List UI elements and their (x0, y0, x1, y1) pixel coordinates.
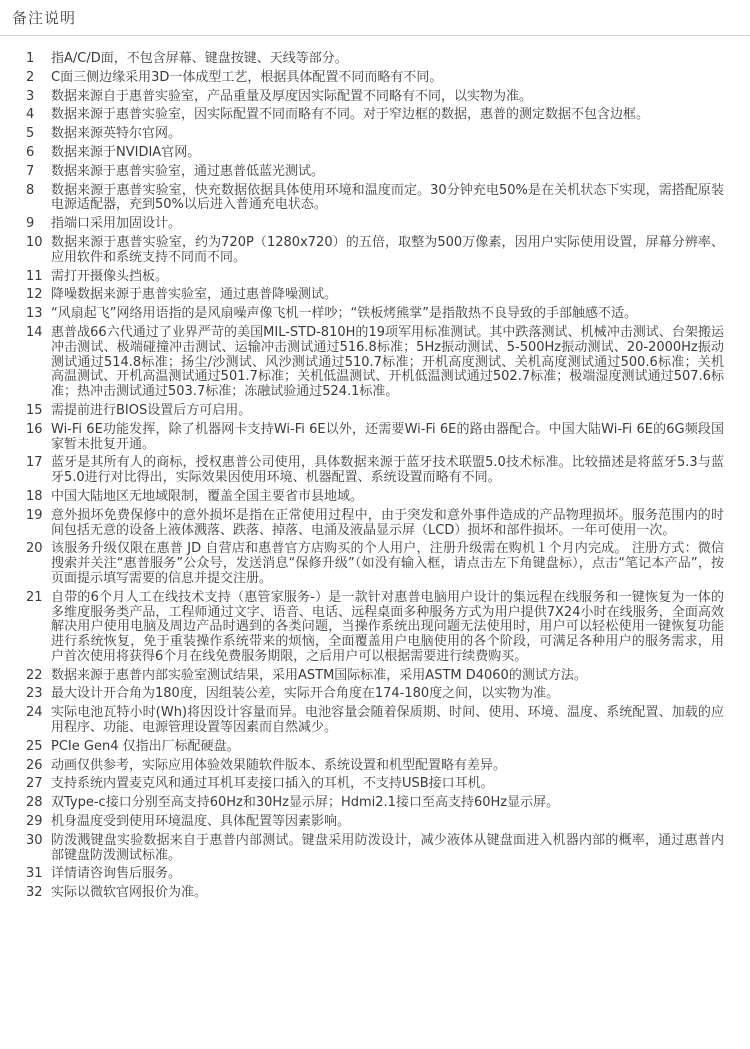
note-text: 数据来源自于惠普实验室，产品重量及厚度因实际配置不同略有不同，以实物为准。 (51, 88, 533, 104)
note-text: 自带的6个月人工在线技术支持（惠管家服务-）是一款针对惠普电脑用户设计的集远程在线服务和一键恢复为一体的多维度服务类产品，工程师通过文字、语音、电话、远程桌面多种服务方式为用户提供7X24小时在线服务，全面高效解决用户使用电脑及周边产品时遇到的各类问题，当操作系统出现问题无法使用时，用户可以轻松使用一键恢复功能进行系统恢复，免于重装操作系统带来的烦恼，全面覆盖用户电脑使用的各个阶段，可满足各种用户的服务需求，用户首次使用将获得6个月在线免费服务期限，之后用户可以根据需要进行续费购买。 (51, 589, 724, 664)
note-text: 详情请咨询售后服务。 (51, 866, 182, 882)
note-text: PCIe Gen4 仅指出厂标配硬盘。 (51, 738, 240, 754)
note-number: 10 (26, 234, 43, 250)
note-item (0, 777, 750, 792)
note-text: 蓝牙是其所有人的商标，授权惠普公司使用，具体数据来源于蓝牙技术联盟5.0技术标准。比较描述是将蓝牙5.3与蓝牙5.0进行对比得出，实际效果因使用环境、机器配置、系统设置而略有不同。 (51, 455, 724, 486)
note-text: 需打开摄像头挡板。 (51, 268, 169, 284)
note-item (0, 288, 750, 303)
note-item (0, 165, 750, 180)
note-text: 指端口采用加固设计。 (51, 216, 182, 232)
note-item (0, 270, 750, 285)
note-text: 指A/C/D面，不包含屏幕、键盘按键、天线等部分。 (51, 51, 348, 66)
header (0, 0, 750, 36)
note-number: 21 (26, 589, 43, 605)
note-number: 31 (26, 866, 43, 882)
note-number: 26 (26, 757, 43, 773)
note-text: 数据来源于NVIDIA官网。 (51, 144, 201, 160)
note-text: 降噪数据来源于惠普实验室，通过惠普降噪测试。 (51, 287, 338, 303)
note-number: 11 (26, 268, 43, 284)
note-item (0, 687, 750, 702)
note-number: 22 (26, 667, 43, 683)
note-text: 惠普战66六代通过了业界严苛的美国MIL-STD-810H的19项军用标准测试。其中跌落测试、机械冲击测试、台架搬运冲击测试、极端碰撞冲击测试、运输冲击测试通过516.8标准；5Hz振动测试、5-500Hz振动测试、20-2000Hz振动测试通过514.8标准；扬尘/沙测试、风沙测试通过510.7标准；开机高度测试、关机高度测试通过500.6标准；关机高温测试、开机高温测试通过501.7标准；关机低温测试、开机低温测试通过502.7标准；极端湿度测试通过507.6标准；热冲击测试通过503.7标准；冻融试验通过524.1标准。 (51, 324, 724, 400)
note-item (0, 127, 750, 142)
note-item (0, 834, 750, 864)
note-number: 14 (26, 324, 43, 340)
notes-list (0, 52, 750, 905)
note-number: 16 (26, 421, 43, 437)
note-text: 实际以微软官网报价为准。 (51, 885, 208, 901)
note-number: 6 (26, 144, 35, 160)
note-number: 23 (26, 686, 43, 702)
note-text: 支持系统内置麦克风和通过耳机耳麦接口插入的耳机，不支持USB接口耳机。 (51, 776, 494, 792)
note-text: C面三侧边缘采用3D一体成型工艺，根据具体配置不同而略有不同。 (51, 69, 443, 85)
note-item (0, 52, 750, 67)
note-text: 防泼溅键盘实验数据来自于惠普内部测试。键盘采用防泼设计，减少液体从键盘面进入机器内部的概率，通过惠普内部键盘防泼测试标准。 (51, 832, 724, 863)
note-number: 32 (26, 885, 43, 901)
note-number: 2 (26, 69, 35, 85)
note-item (0, 146, 750, 161)
note-item (0, 307, 750, 322)
note-item (0, 490, 750, 505)
note-text: 数据来源英特尔官网。 (51, 126, 182, 142)
note-item (0, 740, 750, 755)
note-item (0, 217, 750, 232)
note-number: 8 (26, 182, 35, 198)
note-number: 20 (26, 541, 43, 557)
note-text: 数据来源于惠普实验室，约为720P（1280x720）的五倍，取整为500万像素，因用户实际使用设置，屏幕分辨率、应用软件和系统支持不同而不同。 (51, 234, 724, 265)
note-number: 17 (26, 455, 43, 471)
note-item (0, 404, 750, 419)
note-number: 15 (26, 402, 43, 418)
note-text: 动画仅供参考，实际应用体验效果随软件版本、系统设置和机型配置略有差异。 (51, 757, 507, 773)
note-item (0, 706, 750, 736)
note-item (0, 591, 750, 665)
note-text: 数据来源于惠普内部实验室测试结果，采用ASTM国际标准，采用ASTM D4060的测试方法。 (51, 667, 587, 683)
note-item (0, 326, 750, 400)
note-text: 数据来源于惠普实验室，快充数据依据具体使用环境和温度而定。30分钟充电50%是在关机状态下实现，需搭配原装电源适配器，充到50%以后进入普通充电状态。 (51, 182, 724, 213)
note-number: 30 (26, 832, 43, 848)
note-item (0, 796, 750, 811)
note-text: 该服务升级仅限在惠普 JD 自营店和惠普官方店购买的个人用户，注册升级需在购机１个月内完成。 注册方式：微信搜索并关注“惠普服务”公众号，发送消息“保修升级”（如没有输入框，请点击左下角键盘标），点击“笔记本产品”，按页面提示填写需要的信息并提交注册。 (51, 541, 724, 586)
note-item (0, 815, 750, 830)
note-item (0, 886, 750, 901)
note-item (0, 509, 750, 539)
note-text: “风扇起飞”网络用语指的是风扇噪声像飞机一样吵；“铁板烤熊掌”是指散热不良导致的手部触感不适。 (51, 306, 637, 322)
note-text: 最大设计开合角为180度，因组装公差，实际开合角度在174-180度之间，以实物为准。 (51, 686, 560, 702)
note-text: 需提前进行BIOS设置后方可启用。 (51, 402, 252, 418)
note-number: 28 (26, 795, 43, 811)
note-item (0, 184, 750, 214)
note-item (0, 423, 750, 453)
note-number: 19 (26, 507, 43, 523)
note-text: 实际电池瓦特小时(Wh)将因设计容量而异。电池容量会随着保质期、时间、使用、环境、温度、系统配置、加载的应用程序、功能、电源管理设置等因素而自然减少。 (51, 705, 724, 736)
note-number: 29 (26, 814, 43, 830)
note-text: 数据来源于惠普实验室，因实际配置不同而略有不同。对于窄边框的数据，惠普的测定数据不包含边框。 (51, 107, 650, 123)
note-item (0, 456, 750, 486)
note-number: 25 (26, 738, 43, 754)
note-item (0, 236, 750, 266)
note-item (0, 108, 750, 123)
note-number: 27 (26, 776, 43, 792)
note-text: 意外损坏免费保修中的意外损坏是指在正常使用过程中，由于突发和意外事件造成的产品物理损坏。服务范围内的时间包括无意的设备上液体溅落、跌落、掉落、电涌及液晶显示屏（LCD）损坏和部件损坏。一年可使用一次。 (51, 507, 724, 538)
note-number: 12 (26, 287, 43, 303)
page-title: 备注说明 (12, 9, 77, 27)
note-item (0, 542, 750, 586)
note-text: 双Type-c接口分别至高支持60Hz和30Hz显示屏；Hdmi2.1接口至高支持60Hz显示屏。 (51, 795, 560, 811)
note-number: 1 (26, 51, 35, 66)
note-item (0, 71, 750, 86)
note-number: 3 (26, 88, 35, 104)
note-text: 机身温度受到使用环境温度、具体配置等因素影响。 (51, 814, 351, 830)
note-item (0, 867, 750, 882)
note-number: 4 (26, 107, 35, 123)
note-number: 13 (26, 306, 43, 322)
note-item (0, 90, 750, 105)
note-number: 7 (26, 163, 35, 179)
note-item (0, 759, 750, 774)
note-number: 5 (26, 126, 35, 142)
note-number: 24 (26, 705, 43, 721)
note-item (0, 669, 750, 684)
note-number: 18 (26, 488, 43, 504)
note-text: 数据来源于惠普实验室，通过惠普低蓝光测试。 (51, 163, 325, 179)
note-text: 中国大陆地区无地域限制，覆盖全国主要省市县地域。 (51, 488, 364, 504)
note-number: 9 (26, 216, 35, 232)
note-text: Wi-Fi 6E功能发挥，除了机器网卡支持Wi-Fi 6E以外，还需要Wi-Fi 6E的路由器配合。中国大陆Wi-Fi 6E的6G频段国家暂未批复开通。 (51, 421, 724, 452)
